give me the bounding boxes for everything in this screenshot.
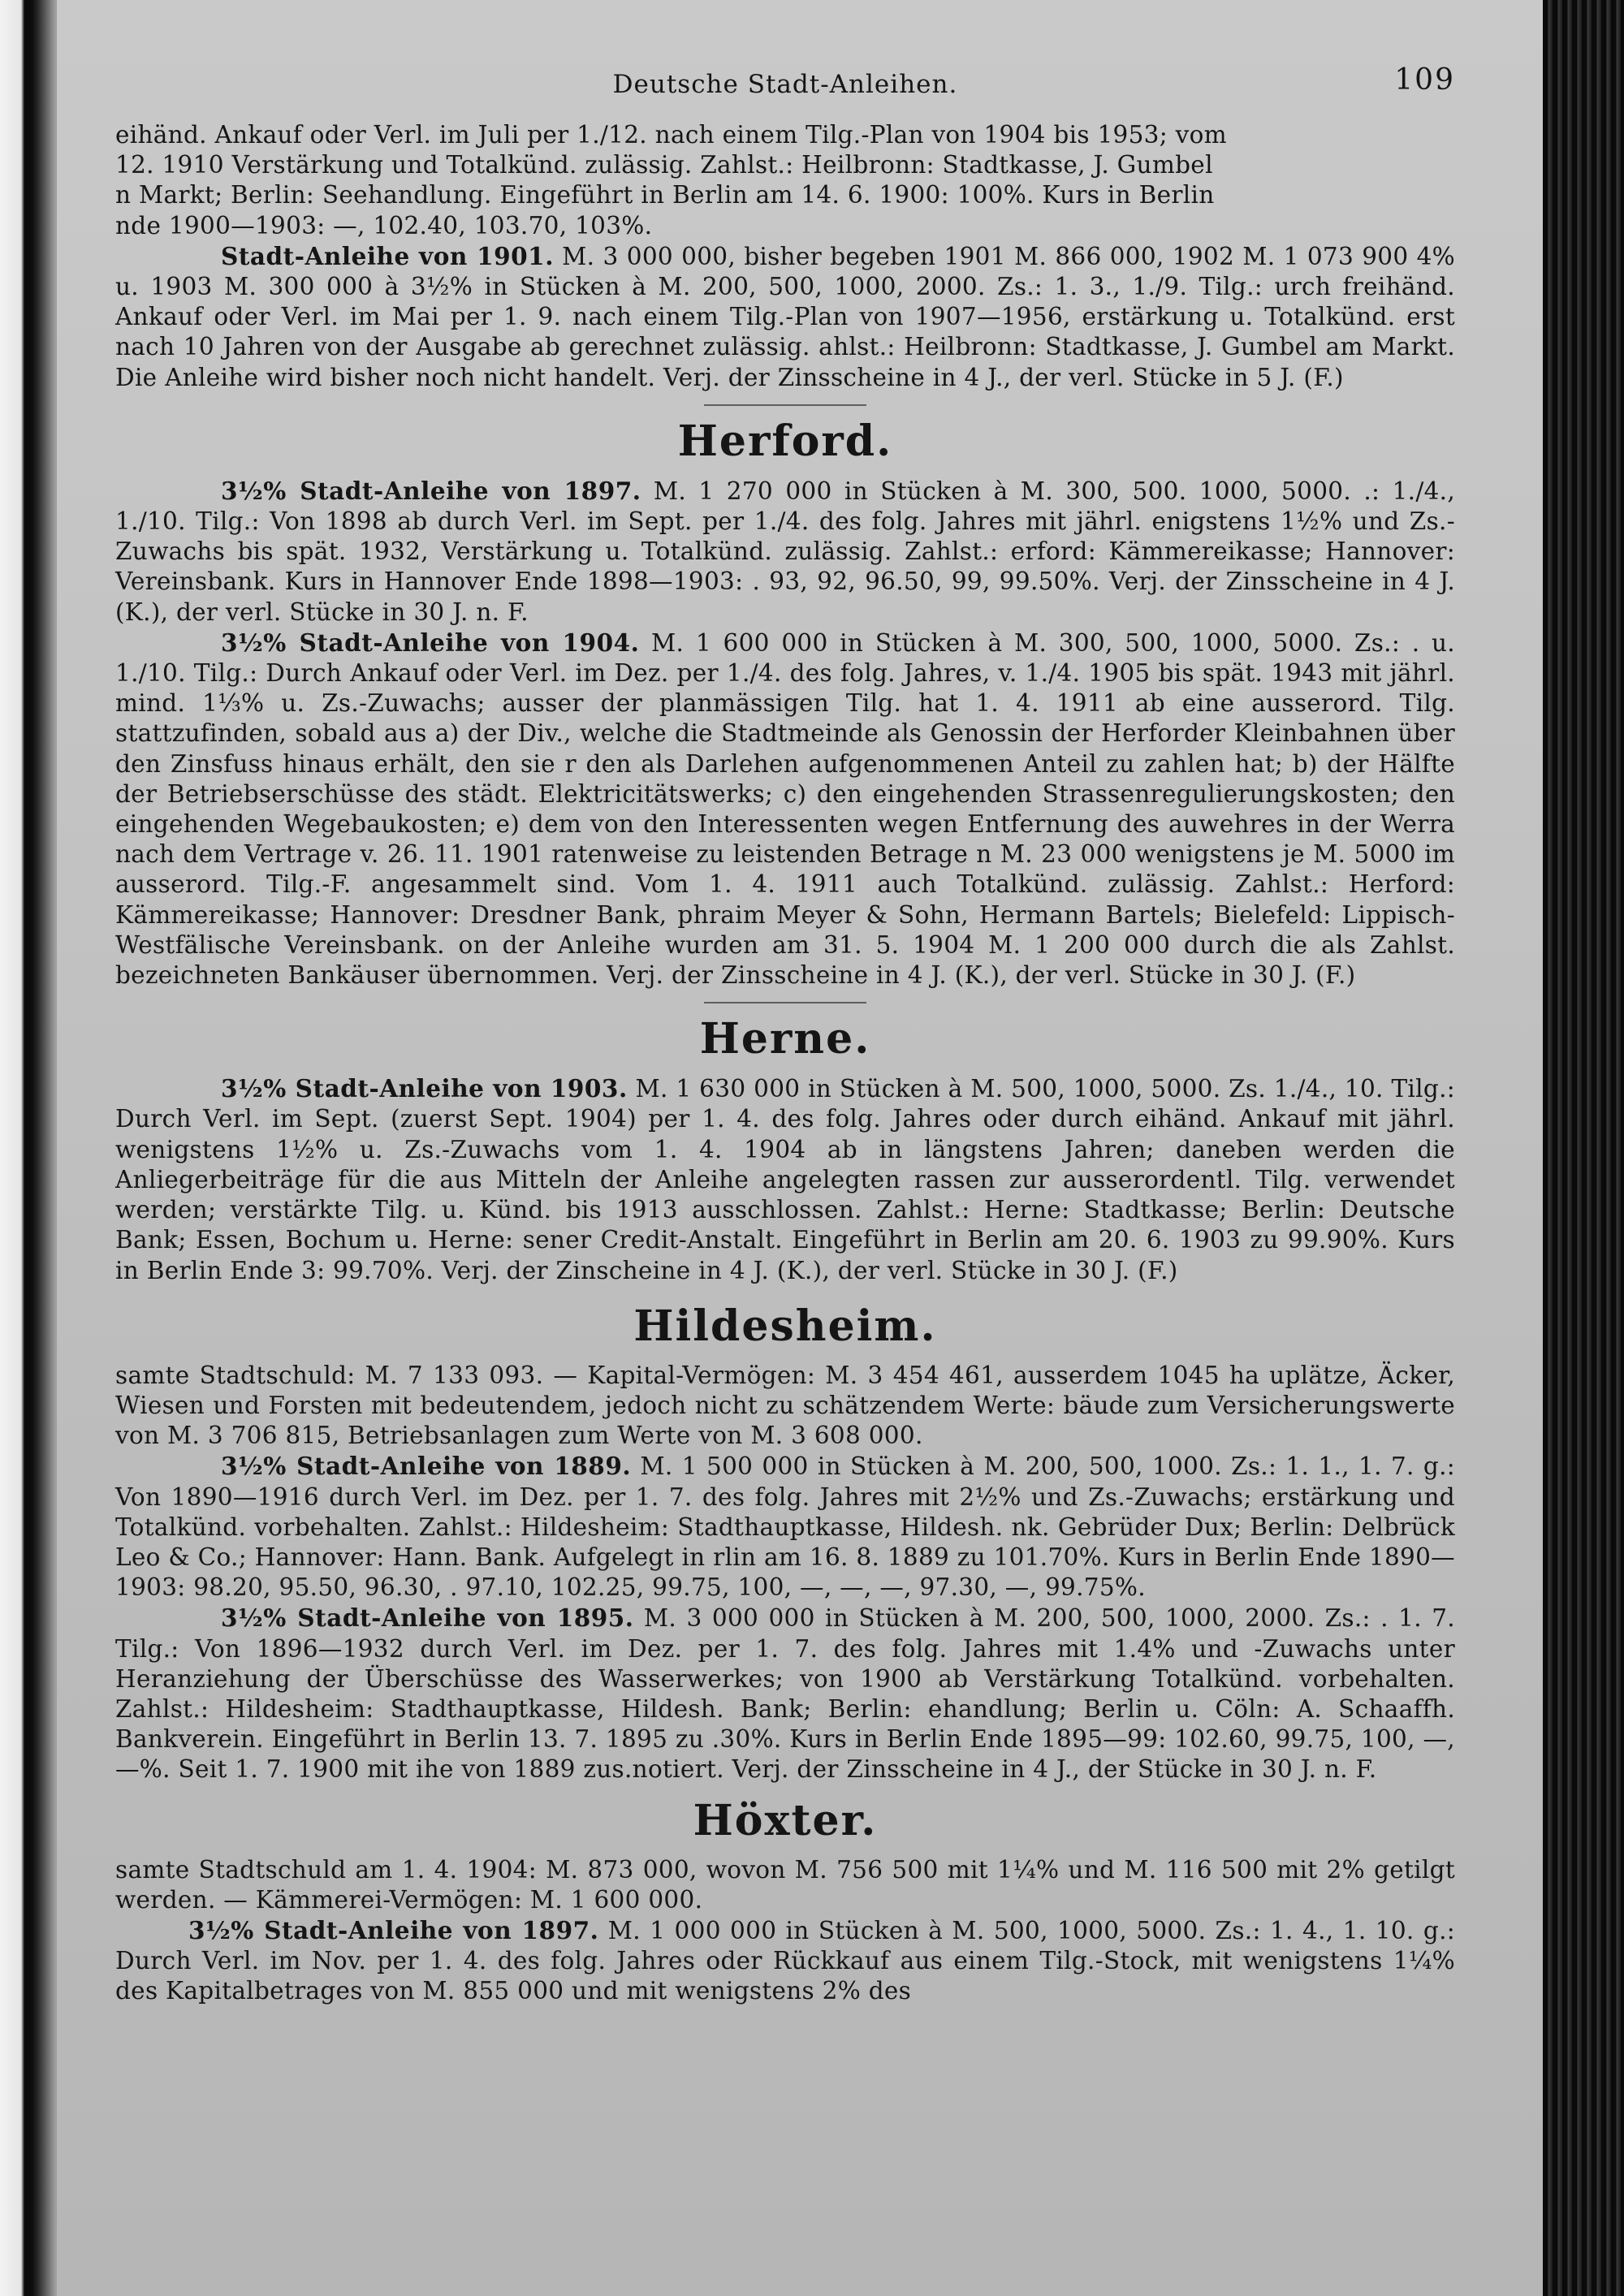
- right-page-edge: [1543, 0, 1624, 2296]
- intro-line-4: nde 1900—1903: —, 102.40, 103.70, 103%.: [115, 211, 653, 240]
- hoexter-loan-1897-title: 3½% Stadt-Anleihe von 1897.: [188, 1915, 599, 1944]
- intro-line-3: n Markt; Berlin: Seehandlung. Eingeführt in Berlin am 14. 6. 1900: 100%. Kurs in Berlin: [115, 181, 1215, 209]
- herford-loan-1897: [115, 476, 1455, 628]
- intro-loan-title: Stadt-Anleihe von 1901.: [221, 241, 554, 270]
- hildesheim-loan-1895: [115, 1603, 1455, 1785]
- hildesheim-loan-1889-text: M. 1 500 000 in Stücken à M. 200, 500, 1000. Zs.: 1. 1., 1. 7. g.: Von 1890—1916 durch Verl. im Dez. per 1. 7. des folg. Jahres mit 2½% und Zs.-Zuwachs; erstärkung und Totalkünd. vorbehalten. Zahlst.: Hildesheim: Stadthauptkasse, Hildesh. nk. Gebrüder Dux; Berlin: Delbrück Leo & Co.; Hannover: Hann. Bank. Aufgelegt in rlin am 16. 8. 1889 zu 101.70%. Kurs in Berlin Ende 1890—1903: 98.20, 95.50, 96.30, . 97.10, 102.25, 99.75, 100, —, —, —, 97.30, —, 99.75%.: [115, 1452, 1455, 1602]
- herford-loan-1904: [115, 628, 1455, 990]
- city-heading-hoexter: Höxter.: [693, 1795, 878, 1845]
- intro-line-2: 12. 1910 Verstärkung und Totalkünd. zulässig. Zahlst.: Heilbronn: Stadtkasse, J. Gumbel: [115, 151, 1213, 179]
- herne-loan-1903-title: 3½% Stadt-Anleihe von 1903.: [221, 1074, 628, 1103]
- page-sheet: [57, 0, 1543, 2296]
- city-heading-hildesheim: Hildesheim.: [633, 1301, 937, 1351]
- intro-loan-paragraph: [115, 241, 1455, 393]
- running-title: Deutsche Stadt-Anleihen.: [612, 70, 958, 99]
- hoexter-debt-paragraph: samte Stadtschuld am 1. 4. 1904: M. 873 000, wovon M. 756 500 mit 1¼% und M. 116 500 mit 2% getilgt werden. — Kämmerei-Vermögen: M. 1 600 000.: [115, 1855, 1455, 1914]
- running-head: [115, 62, 1455, 107]
- city-heading-herne: Herne.: [699, 1014, 871, 1064]
- section-divider: [704, 404, 866, 406]
- hoexter-loan-1897: [115, 1915, 1455, 2007]
- herne-loan-1903-text: M. 1 630 000 in Stücken à M. 500, 1000, 5000. Zs. 1./4., 10. Tilg.: Durch Verl. im Sept. (zuerst Sept. 1904) per 1. 4. des folg. Jahres oder durch eihänd. Ankauf mit jährl. wenigstens 1½% u. Zs.-Zuwachs vom 1. 4. 1904 ab in längstens Jahren; daneben werden die Anliegerbeiträge für die aus Mitteln der Anleihe angelegten rassen zur ausserordentl. Tilg. verwendet werden; verstärkte Tilg. u. Künd. bis 1913 ausschlossen. Zahlst.: Herne: Stadtkasse; Berlin: Deutsche Bank; Essen, Bochum u. Herne: sener Credit-Anstalt. Eingeführt in Berlin am 20. 6. 1903 zu 99.90%. Kurs in Berlin Ende 3: 99.70%. Verj. der Zinscheine in 4 J. (K.), der verl. Stücke in 30 J. (F.): [115, 1075, 1455, 1284]
- section-divider: [704, 1002, 866, 1003]
- page-number: 109: [1394, 63, 1455, 97]
- hoexter-loan-1897-text: M. 1 000 000 in Stücken à M. 500, 1000, 5000. Zs.: 1. 4., 1. 10. g.: Durch Verl. im Nov. per 1. 4. des folg. Jahres oder Rückkauf aus einem Tilg.-Stock, mit wenigstens 1¼% des Kapitalbetrages von M. 855 000 und mit wenigstens 2% des: [115, 1916, 1455, 2005]
- hildesheim-debt-paragraph: samte Stadtschuld: M. 7 133 093. — Kapital-Vermögen: M. 3 454 461, ausserdem 1045 ha uplätze, Äcker, Wiesen und Forsten mit bedeutendem, jedoch nicht zu schätzendem Werte: bäude zum Versicherungswerte von M. 3 706 815, Betriebsanlagen zum Werte von M. 3 608 000.: [115, 1361, 1455, 1450]
- hildesheim-loan-1889: [115, 1451, 1455, 1603]
- hildesheim-loan-1895-title: 3½% Stadt-Anleihe von 1895.: [221, 1603, 634, 1633]
- herford-loan-1897-text: M. 1 270 000 in Stücken à M. 300, 500. 1000, 5000. .: 1./4., 1./10. Tilg.: Von 1898 ab durch Verl. im Sept. per 1./4. des folg. Jahres mit jährl. enigstens 1½% und Zs.-Zuwachs bis spät. 1932, Verstärkung u. Totalkünd. zulässig. Zahlst.: erford: Kämmereikasse; Hannover: Vereinsbank. Kurs in Hannover Ende 1898—1903: . 93, 92, 96.50, 99, 99.50%. Verj. der Zinsscheine in 4 J. (K.), der verl. Stücke in 30 J. n. F.: [115, 477, 1455, 626]
- herne-loan-1903: [115, 1073, 1455, 1285]
- intro-loan-text: M. 3 000 000, bisher begeben 1901 M. 866 000, 1902 M. 1 073 900 4% u. 1903 M. 300 000 à 3½% in Stücken à M. 200, 500, 1000, 2000. Zs.: 1. 3., 1./9. Tilg.: urch freihänd. Ankauf oder Verl. im Mai per 1. 9. nach einem Tilg.-Plan von 1907—1956, erstärkung u. Totalkünd. erst nach 10 Jahren von der Ausgabe ab gerechnet zulässig. ahlst.: Heilbronn: Stadtkasse, J. Gumbel am Markt. Die Anleihe wird bisher noch nicht handelt. Verj. der Zinsscheine in 4 J., der verl. Stücke in 5 J. (F.): [115, 242, 1455, 391]
- hildesheim-loan-1889-title: 3½% Stadt-Anleihe von 1889.: [221, 1452, 632, 1481]
- herford-loan-1904-text: M. 1 600 000 in Stücken à M. 300, 500, 1000, 5000. Zs.: . u. 1./10. Tilg.: Durch Ankauf oder Verl. im Dez. per 1./4. des folg. Jahres, v. 1./4. 1905 bis spät. 1943 mit jährl. mind. 1⅓% u. Zs.-Zuwachs; ausser der planmässigen Tilg. hat 1. 4. 1911 ab eine ausserord. Tilg. stattzufinden, sobald aus a) der Div., welche die Stadtmeinde als Genossin der Herforder Kleinbahnen über den Zinsfuss hinaus erhält, den sie r den als Darlehen aufgenommenen Anteil zu zahlen hat; b) der Hälfte der Betriebserschüsse des städt. Elektricitätswerks; c) den eingehenden Strassenregulierungskosten; den eingehenden Wegebaukosten; e) dem von den Interessenten wegen Entfernung des auwehres in der Werra nach dem Vertrage v. 26. 11. 1901 ratenweise zu leistenden Betrage n M. 23 000 wenigstens je M. 5000 im ausserord. Tilg.-F. angesammelt sind. Vom 1. 4. 1911 auch Totalkünd. zulässig. Zahlst.: Herford: Kämmereikasse; Hannover: Dresdner Bank, phraim Meyer & Sohn, Hermann Bartels; Bielefeld: Lippisch-Westfälische Vereinsbank. on der Anleihe wurden am 31. 5. 1904 M. 1 200 000 durch die als Zahlst. bezeichneten Bankäuser übernommen. Verj. der Zinsscheine in 4 J. (K.), der verl. Stücke in 30 J. (F.): [115, 628, 1455, 990]
- herford-loan-1897-title: 3½% Stadt-Anleihe von 1897.: [221, 476, 641, 505]
- herford-loan-1904-title: 3½% Stadt-Anleihe von 1904.: [221, 628, 640, 657]
- page-content: [115, 62, 1455, 2007]
- hildesheim-loan-1895-text: M. 3 000 000 in Stücken à M. 200, 500, 1000, 2000. Zs.: . 1. 7. Tilg.: Von 1896—1932 durch Verl. im Dez. per 1. 7. des folg. Jahres mit 1.4% und -Zuwachs unter Heranziehung der Überschüsse des Wasserwerkes; von 1900 ab Verstärkung Totalkünd. vorbehalten. Zahlst.: Hildesheim: Stadthauptkasse, Hildesh. Bank; Berlin: ehandlung; Berlin u. Cöln: A. Schaaffh. Bankverein. Eingeführt in Berlin 13. 7. 1895 zu .30%. Kurs in Berlin Ende 1895—99: 102.60, 99.75, 100, —, —%. Seit 1. 7. 1900 mit ihe von 1889 zus.notiert. Verj. der Zinsscheine in 4 J., der Stücke in 30 J. n. F.: [115, 1604, 1455, 1784]
- intro-line-1: eihänd. Ankauf oder Verl. im Juli per 1./12. nach einem Tilg.-Plan von 1904 bis 1953; vom: [115, 121, 1227, 149]
- city-heading-herford: Herford.: [677, 416, 893, 466]
- left-page-edge: [0, 0, 57, 2296]
